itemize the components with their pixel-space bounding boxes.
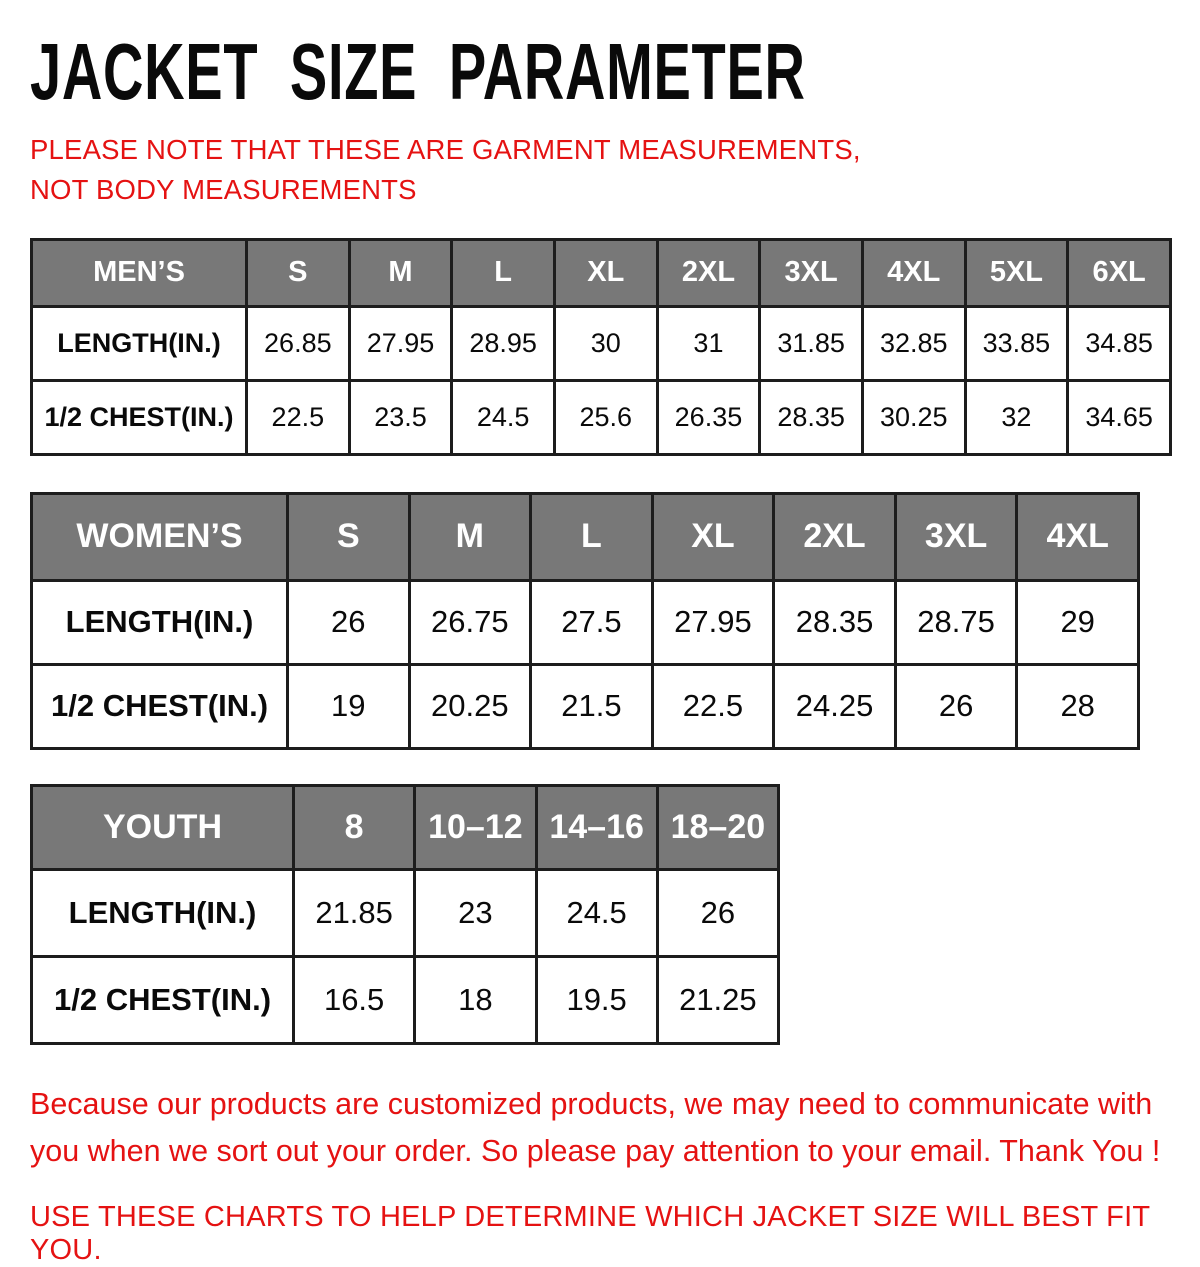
garment-measurements-note: PLEASE NOTE THAT THESE ARE GARMENT MEASUREMENTS, NOT BODY MEASUREMENTS (30, 134, 861, 205)
size-value: 31.85 (760, 306, 863, 380)
size-column-header: 5XL (965, 239, 1068, 306)
measurement-row (32, 380, 1171, 454)
size-value: 28 (1017, 664, 1139, 748)
size-tables (30, 238, 1200, 1045)
size-column-header: 2XL (774, 493, 896, 580)
customization-notice: Because our products are customized products, we may need to communicate with you when we sort out your order. So please pay attention to your email. Thank You ! (30, 1086, 1161, 1169)
size-value: 21.85 (294, 869, 415, 956)
size-column-header: M (409, 493, 531, 580)
size-value: 26.35 (657, 380, 760, 454)
size-value: 32.85 (862, 306, 965, 380)
size-value: 24.5 (536, 869, 657, 956)
size-value: 24.5 (452, 380, 555, 454)
size-column-header: L (531, 493, 653, 580)
measurement-row (32, 580, 1139, 664)
size-value: 23.5 (349, 380, 452, 454)
measurement-row-label: LENGTH(IN.) (32, 869, 294, 956)
size-value: 24.25 (774, 664, 896, 748)
size-column-header: L (452, 239, 555, 306)
size-header-row (32, 239, 1171, 306)
measurement-row-label: LENGTH(IN.) (32, 306, 247, 380)
page-title: JACKET SIZE PARAMETER (30, 27, 806, 116)
fit-instruction: USE THESE CHARTS TO HELP DETERMINE WHICH JACKET SIZE WILL BEST FIT YOU. (30, 1201, 1150, 1267)
size-value: 26 (288, 580, 410, 664)
size-value: 27.95 (652, 580, 774, 664)
size-value: 26 (657, 869, 778, 956)
size-value: 32 (965, 380, 1068, 454)
size-column-header: 4XL (862, 239, 965, 306)
size-column-header: 14–16 (536, 785, 657, 869)
size-value: 31 (657, 306, 760, 380)
size-value: 30.25 (862, 380, 965, 454)
size-value: 16.5 (294, 956, 415, 1043)
size-value: 22.5 (247, 380, 350, 454)
size-value: 28.95 (452, 306, 555, 380)
measurement-row (32, 956, 779, 1043)
size-value: 21.25 (657, 956, 778, 1043)
size-column-header: 10–12 (415, 785, 536, 869)
table-category-header: MEN’S (32, 239, 247, 306)
measurement-row-label: 1/2 CHEST(IN.) (32, 956, 294, 1043)
size-value: 29 (1017, 580, 1139, 664)
size-value: 28.75 (895, 580, 1017, 664)
size-value: 23 (415, 869, 536, 956)
measurement-row (32, 869, 779, 956)
size-column-header: S (247, 239, 350, 306)
measurement-row (32, 664, 1139, 748)
size-value: 22.5 (652, 664, 774, 748)
size-value: 27.5 (531, 580, 653, 664)
size-value: 21.5 (531, 664, 653, 748)
size-value: 19 (288, 664, 410, 748)
size-value: 30 (554, 306, 657, 380)
size-column-header: XL (554, 239, 657, 306)
size-column-header: XL (652, 493, 774, 580)
size-value: 28.35 (760, 380, 863, 454)
size-value: 27.95 (349, 306, 452, 380)
size-value: 34.65 (1068, 380, 1171, 454)
size-header-row (32, 493, 1139, 580)
size-value: 20.25 (409, 664, 531, 748)
size-column-header: 18–20 (657, 785, 778, 869)
size-table-womens (30, 492, 1140, 750)
size-column-header: 8 (294, 785, 415, 869)
measurement-row-label: LENGTH(IN.) (32, 580, 288, 664)
size-column-header: S (288, 493, 410, 580)
size-column-header: M (349, 239, 452, 306)
table-category-header: YOUTH (32, 785, 294, 869)
size-column-header: 6XL (1068, 239, 1171, 306)
size-value: 26.85 (247, 306, 350, 380)
size-value: 26.75 (409, 580, 531, 664)
size-value: 25.6 (554, 380, 657, 454)
size-column-header: 2XL (657, 239, 760, 306)
measurement-row (32, 306, 1171, 380)
measurement-row-label: 1/2 CHEST(IN.) (32, 380, 247, 454)
size-header-row (32, 785, 779, 869)
size-table-mens (30, 238, 1172, 456)
size-value: 19.5 (536, 956, 657, 1043)
size-value: 18 (415, 956, 536, 1043)
size-column-header: 4XL (1017, 493, 1139, 580)
size-value: 34.85 (1068, 306, 1171, 380)
size-column-header: 3XL (895, 493, 1017, 580)
table-category-header: WOMEN’S (32, 493, 288, 580)
size-value: 28.35 (774, 580, 896, 664)
size-table-youth (30, 784, 780, 1045)
size-value: 26 (895, 664, 1017, 748)
size-value: 33.85 (965, 306, 1068, 380)
measurement-row-label: 1/2 CHEST(IN.) (32, 664, 288, 748)
size-column-header: 3XL (760, 239, 863, 306)
